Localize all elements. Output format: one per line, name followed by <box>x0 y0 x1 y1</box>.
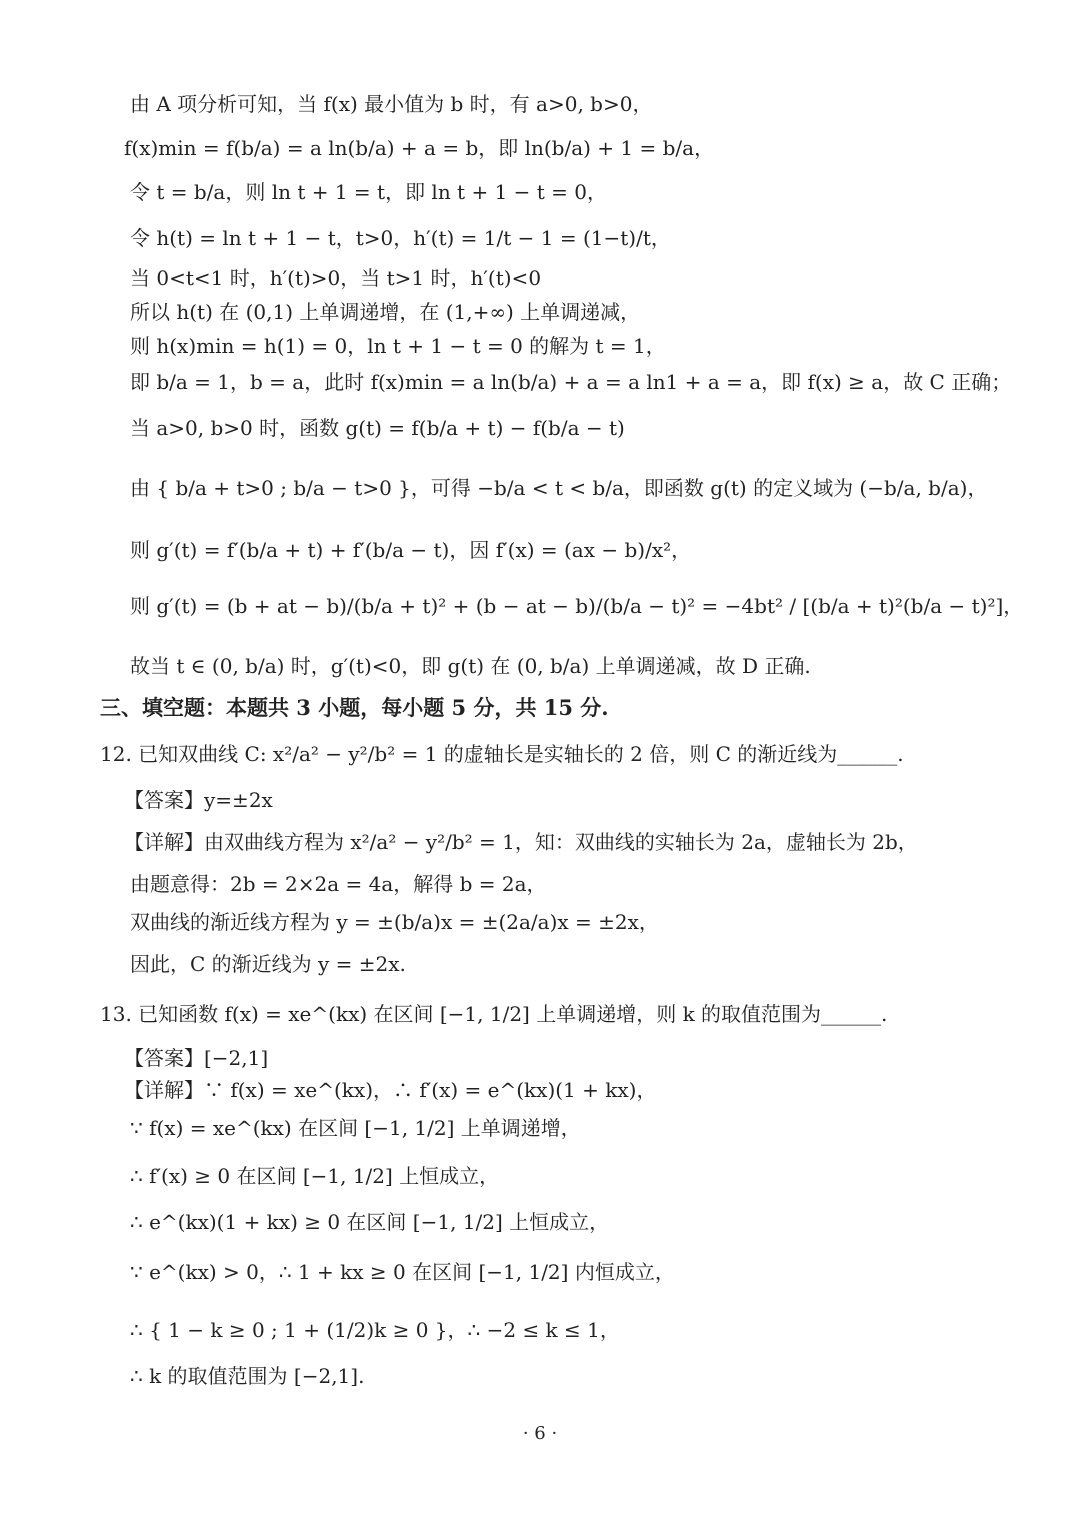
detail-line: ∴ e^(kx)(1 + kx) ≥ 0 在区间 [−1, 1/2] 上恒成立， <box>130 1210 610 1234</box>
text-line: 即 b/a = 1，b = a，此时 f(x)min = a ln(b/a) + a = a ln1 + a = a，即 f(x) ≥ a，故 C 正确； <box>130 370 1012 394</box>
detail-line: ∵ f(x) = xe^(kx) 在区间 [−1, 1/2] 上单调递增， <box>130 1116 581 1140</box>
text-line: 当 0<t<1 时，h′(t)>0，当 t>1 时，h′(t)<0 <box>130 266 542 290</box>
text-line: 则 g′(t) = f′(b/a + t) + f′(b/a − t)，因 f′(x) = (ax − b)/x²， <box>130 538 692 562</box>
detail-line: 双曲线的渐近线方程为 y = ±(b/a)x = ±(2a/a)x = ±2x， <box>130 910 659 934</box>
text-line: 则 h(x)min = h(1) = 0，ln t + 1 − t = 0 的解为 t = 1， <box>130 334 666 358</box>
section-title: 三、填空题：本题共 3 小题，每小题 5 分，共 15 分. <box>100 695 609 720</box>
question-text: 13. 已知函数 f(x) = xe^(kx) 在区间 [−1, 1/2] 上单调递增，则 k 的取值范围为______. <box>100 1002 888 1026</box>
text-line: 由 { b/a + t>0 ; b/a − t>0 }，可得 −b/a < t < b/a，即函数 g(t) 的定义域为 (−b/a, b/a)， <box>130 476 988 500</box>
detail-line: ∵ e^(kx) > 0，∴ 1 + kx ≥ 0 在区间 [−1, 1/2] 内恒成立， <box>130 1260 675 1284</box>
detail-line: 由题意得：2b = 2×2a = 4a，解得 b = 2a， <box>130 872 547 896</box>
text-line: 由 A 项分析可知，当 f(x) 最小值为 b 时，有 a>0, b>0， <box>130 92 653 116</box>
page-number: · 6 · <box>522 1423 558 1444</box>
detail-line: ∴ k 的取值范围为 [−2,1]. <box>130 1364 365 1388</box>
answer: 【答案】[−2,1] <box>124 1046 269 1070</box>
text-line: 故当 t ∈ (0, b/a) 时，g′(t)<0，即 g(t) 在 (0, b/a) 上单调递减，故 D 正确. <box>130 654 811 678</box>
detail-line: 【详解】由双曲线方程为 x²/a² − y²/b² = 1，知：双曲线的实轴长为 2a，虚轴长为 2b， <box>124 830 918 854</box>
detail-line: ∴ { 1 − k ≥ 0 ; 1 + (1/2)k ≥ 0 }，∴ −2 ≤ k ≤ 1， <box>130 1318 620 1342</box>
text-line: 令 h(t) = ln t + 1 − t，t>0，h′(t) = 1/t − 1 = (1−t)/t， <box>130 226 671 250</box>
text-line: f(x)min = f(b/a) = a ln(b/a) + a = b，即 ln(b/a) + 1 = b/a， <box>124 136 715 160</box>
detail-line: 【详解】∵ f(x) = xe^(kx)，∴ f′(x) = e^(kx)(1 + kx)， <box>124 1078 657 1102</box>
text-line: 则 g′(t) = (b + at − b)/(b/a + t)² + (b − at − b)/(b/a − t)² = −4bt² / [(b/a + t)²(b/a − t)²]， <box>130 594 1024 618</box>
detail-line: 因此，C 的渐近线为 y = ±2x. <box>130 952 406 976</box>
detail-line: ∴ f′(x) ≥ 0 在区间 [−1, 1/2] 上恒成立， <box>130 1164 500 1188</box>
text-line: 令 t = b/a，则 ln t + 1 = t，即 ln t + 1 − t = 0， <box>130 180 608 204</box>
question-text: 12. 已知双曲线 C: x²/a² − y²/b² = 1 的虚轴长是实轴长的 2 倍，则 C 的渐近线为______. <box>100 742 904 766</box>
text-line: 当 a>0, b>0 时，函数 g(t) = f(b/a + t) − f(b/a − t) <box>130 416 625 440</box>
answer: 【答案】y=±2x <box>124 788 273 812</box>
text-line: 所以 h(t) 在 (0,1) 上单调递增，在 (1,+∞) 上单调递减， <box>130 300 641 324</box>
